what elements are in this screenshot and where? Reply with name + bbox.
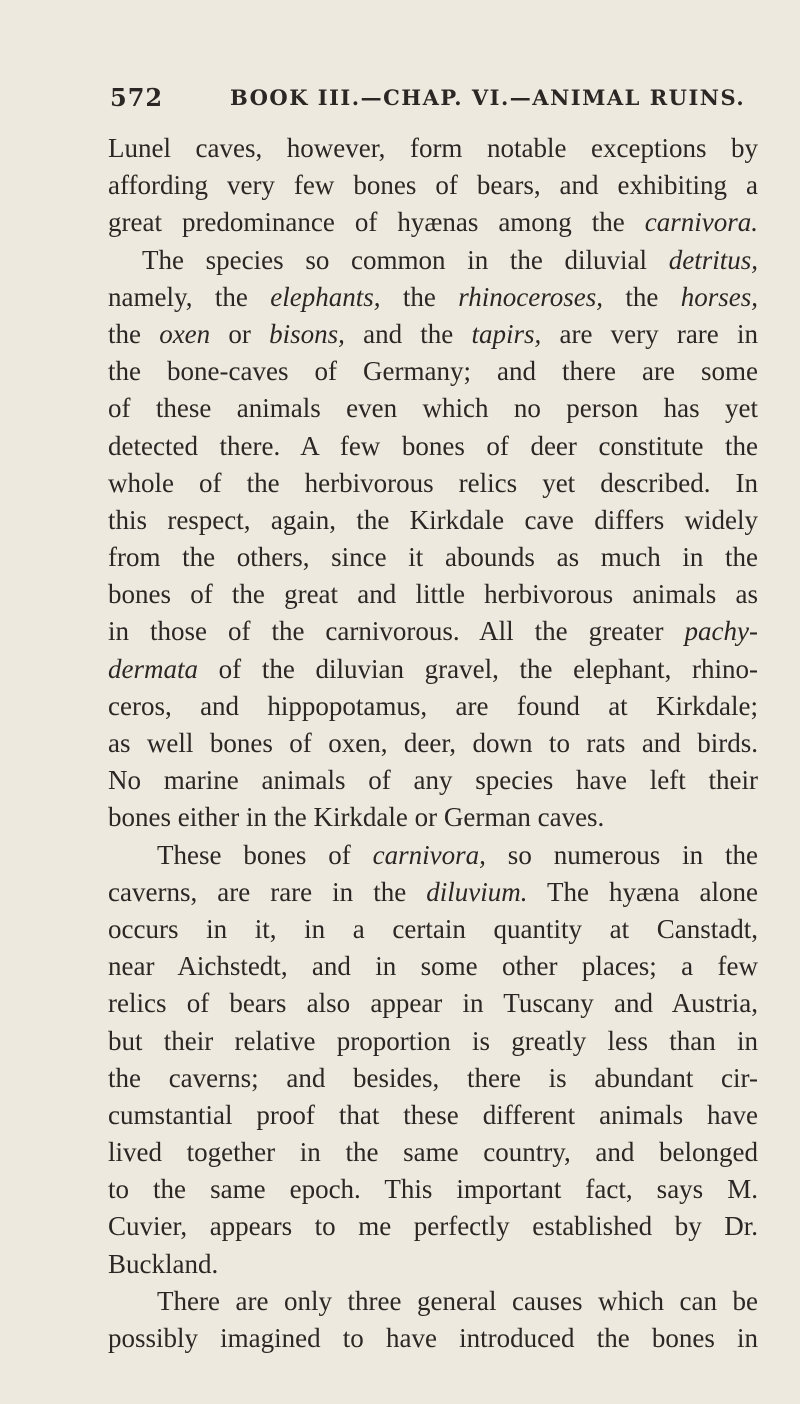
text-line — [108, 762, 758, 799]
text-run: or — [210, 318, 270, 349]
text-line — [108, 985, 758, 1022]
text-line — [108, 428, 758, 465]
text-run: There are only three general causes which can be — [157, 1285, 758, 1316]
text-run: whole of the herbivorous relics yet described. In — [108, 467, 758, 498]
text-line — [108, 279, 758, 316]
text-line — [108, 725, 758, 762]
text-run: the — [380, 281, 459, 312]
italic-run: tapirs, — [471, 318, 542, 349]
text-run: These bones of — [157, 839, 373, 870]
text-run: in those of the carnivorous. All the greater — [108, 616, 685, 647]
text-line — [108, 837, 758, 874]
text-run: The hyæna alone — [527, 876, 758, 907]
text-run: The species so common in the diluvial — [142, 244, 669, 275]
italic-run: carnivora, — [372, 839, 486, 870]
text-run: Cuvier, appears to me perfectly established by Dr. — [108, 1211, 758, 1242]
italic-run: elephants, — [270, 281, 381, 312]
text-run: detected there. A few bones of deer constitute the — [108, 430, 758, 461]
text-line — [108, 1246, 758, 1283]
text-run: are very rare in — [541, 318, 758, 349]
italic-run: pachy- — [684, 616, 758, 647]
text-line — [108, 1283, 758, 1320]
page-header — [110, 80, 750, 114]
italic-run: diluvium. — [426, 876, 528, 907]
text-line — [108, 316, 758, 353]
text-run: occurs in it, in a certain quantity at Canstadt, — [108, 913, 758, 944]
running-head: BOOK III.—CHAP. VI.—ANIMAL RUINS. — [230, 84, 746, 110]
text-run: Buckland. — [108, 1248, 219, 1279]
text-line — [108, 1208, 758, 1245]
text-run: near Aichstedt, and in some other places; a few — [108, 951, 758, 982]
text-run: caverns, are rare in the — [108, 876, 427, 907]
text-line — [108, 204, 758, 241]
text-line — [108, 576, 758, 613]
text-run: the — [602, 281, 681, 312]
text-run: of these animals even which no person has yet — [108, 393, 758, 424]
text-run: as well bones of oxen, deer, down to rats and birds. — [108, 728, 758, 758]
text-run: the bone-caves of Germany; and there are some — [108, 356, 758, 387]
text-line — [108, 1023, 758, 1060]
text-run: affording very few bones of bears, and exhibiting a — [108, 170, 758, 201]
text-run: great predominance of hyænas among the — [108, 207, 645, 238]
text-line — [108, 502, 758, 539]
text-run: of the diluvian gravel, the elephant, rhino- — [198, 653, 758, 684]
text-run: lived together in the same country, and belonged — [108, 1137, 758, 1168]
text-run: bones of the great and little herbivorous animals as — [108, 579, 758, 610]
italic-run: detritus, — [668, 244, 758, 275]
text-line — [108, 948, 758, 985]
text-run: to the same epoch. This important fact, says M. — [108, 1174, 758, 1205]
text-line — [108, 688, 758, 725]
italic-run: horses, — [680, 281, 758, 312]
text-run: but their relative proportion is greatly less than in — [108, 1025, 758, 1056]
text-line — [108, 911, 758, 948]
text-line — [108, 1134, 758, 1171]
text-run: this respect, again, the Kirkdale cave differs widely — [108, 504, 758, 535]
text-line — [108, 539, 758, 576]
text-run: and the — [344, 318, 472, 349]
text-run: possibly imagined to have introduced the bones in — [108, 1323, 758, 1353]
text-line — [108, 651, 758, 688]
text-line — [108, 167, 758, 204]
text-line — [108, 1320, 758, 1357]
italic-run: carnivora. — [644, 207, 758, 238]
text-line — [108, 242, 758, 279]
italic-run: dermata — [108, 653, 198, 684]
text-run: from the others, since it abounds as much in the — [108, 542, 758, 573]
italic-run: bisons, — [269, 318, 345, 349]
text-run: ceros, and hippopotamus, are found at Kirkdale; — [108, 690, 758, 721]
text-line — [108, 130, 758, 167]
italic-run: oxen — [159, 318, 211, 349]
body-text — [108, 130, 758, 1357]
text-run: No marine animals of any species have left their — [108, 765, 758, 796]
text-line — [108, 874, 758, 911]
text-run: so numerous in the — [485, 839, 759, 870]
text-run: namely, the — [108, 281, 271, 312]
text-run: cumstantial proof that these different animals have — [108, 1099, 758, 1130]
text-run: the — [108, 318, 160, 349]
italic-run: rhinoceroses, — [458, 281, 603, 312]
text-line — [108, 353, 758, 390]
text-line — [108, 1097, 758, 1134]
page-number: 572 — [110, 82, 164, 112]
text-run: Lunel caves, however, form notable exceptions by — [108, 133, 758, 163]
text-line — [108, 613, 758, 650]
text-run: bones either in the Kirkdale or German caves. — [108, 802, 605, 833]
text-run: relics of bears also appear in Tuscany and Austria, — [108, 988, 758, 1019]
text-line — [108, 465, 758, 502]
text-run: the caverns; and besides, there is abundant cir- — [108, 1062, 758, 1093]
text-line — [108, 1171, 758, 1208]
text-line — [108, 799, 758, 836]
text-line — [108, 390, 758, 427]
text-line — [108, 1060, 758, 1097]
